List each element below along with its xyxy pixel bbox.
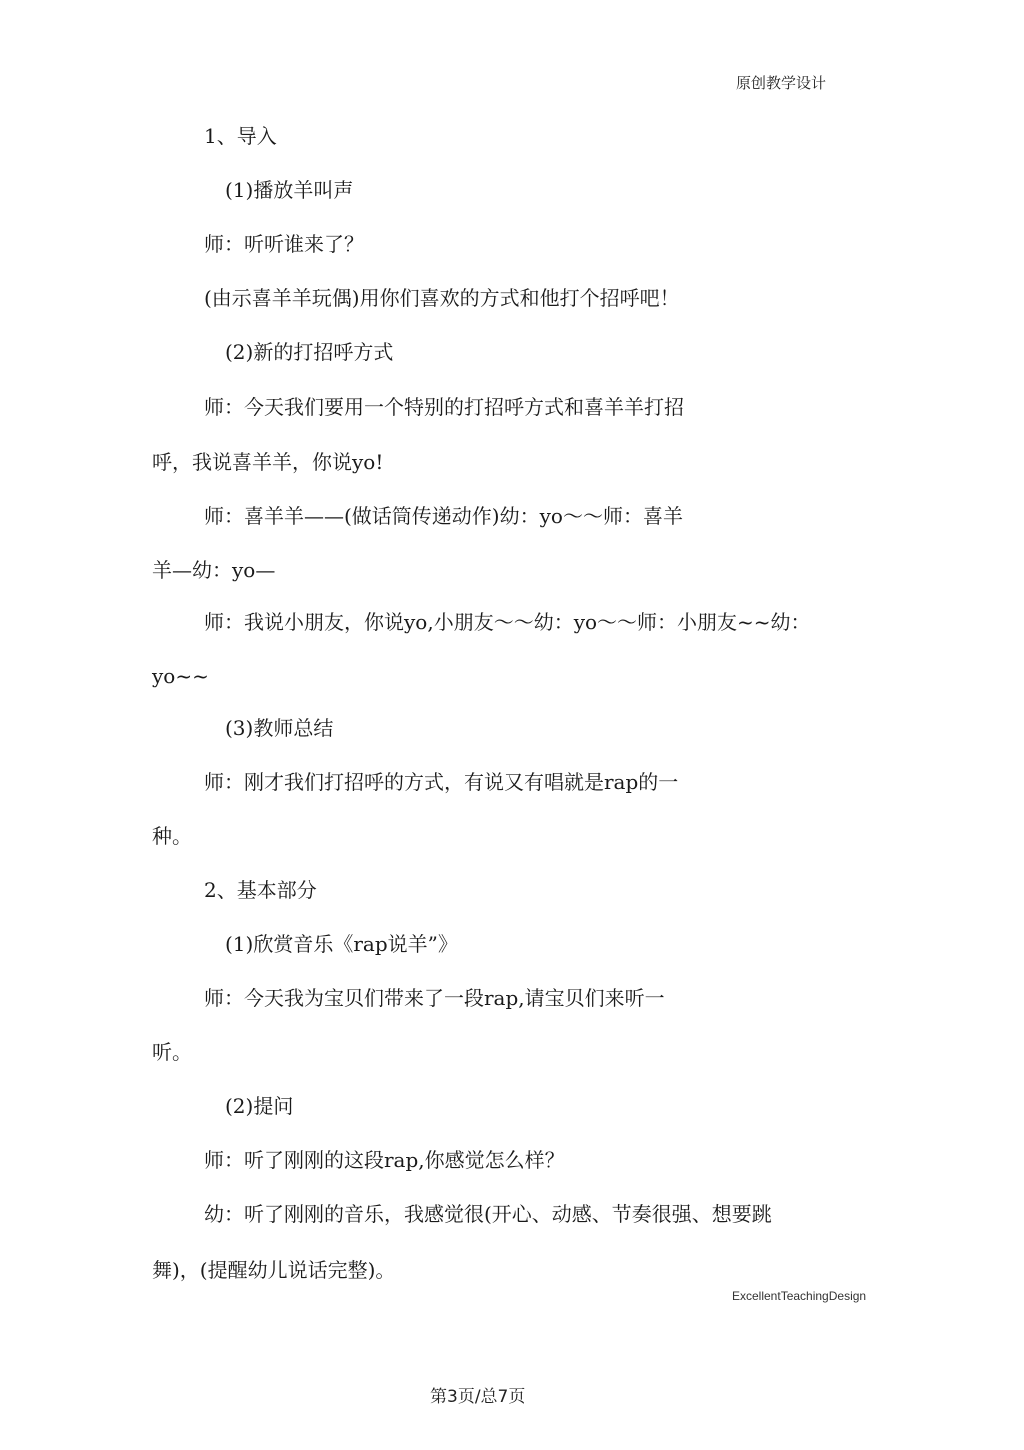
paragraph-line: 师：听听谁来了？ <box>204 232 364 256</box>
subsection-heading: (3)教师总结 <box>225 716 334 740</box>
footer-brand: ExcellentTeachingDesign <box>732 1289 867 1303</box>
subsection-heading: (1)欣赏音乐《rap说羊”》 <box>225 932 458 956</box>
paragraph-line: 舞)，(提醒幼儿说话完整)。 <box>152 1258 396 1282</box>
paragraph-line: 种。 <box>152 824 192 848</box>
subsection-heading: (1)播放羊叫声 <box>225 178 354 202</box>
paragraph-line: 师：刚才我们打招呼的方式，有说又有唱就是rap的一 <box>204 770 679 794</box>
paragraph-line: 呼，我说喜羊羊，你说yo! <box>152 450 384 474</box>
section-heading: 2、基本部分 <box>204 878 317 902</box>
paragraph-line: 羊—幼：yo— <box>152 558 276 582</box>
paragraph-line: 师：今天我为宝贝们带来了一段rap,请宝贝们来听一 <box>204 986 665 1010</box>
paragraph-line: 师：听了刚刚的这段rap,你感觉怎么样？ <box>204 1148 565 1172</box>
subsection-heading: (2)提问 <box>225 1094 294 1118</box>
paragraph-line: (由示喜羊羊玩偶)用你们喜欢的方式和他打个招呼吧！ <box>204 286 680 310</box>
section-heading: 1、导入 <box>204 124 277 148</box>
paragraph-line: 师：喜羊羊——(做话筒传递动作)幼：yo～～师：喜羊 <box>204 504 683 528</box>
page-header: 原创教学设计 <box>736 74 827 92</box>
paragraph-line: 师：今天我们要用一个特别的打招呼方式和喜羊羊打招 <box>204 395 684 419</box>
paragraph-line: yo~~ <box>152 664 209 688</box>
paragraph-line: 幼：听了刚刚的音乐，我感觉很(开心、动感、节奏很强、想要跳 <box>204 1202 772 1226</box>
subsection-heading: (2)新的打招呼方式 <box>225 340 394 364</box>
page-number: 第3页/总7页 <box>430 1387 526 1407</box>
paragraph-line: 听。 <box>152 1040 192 1064</box>
paragraph-line: 师：我说小朋友，你说yo,小朋友～～幼：yo～～师：小朋友~~幼： <box>204 610 811 634</box>
